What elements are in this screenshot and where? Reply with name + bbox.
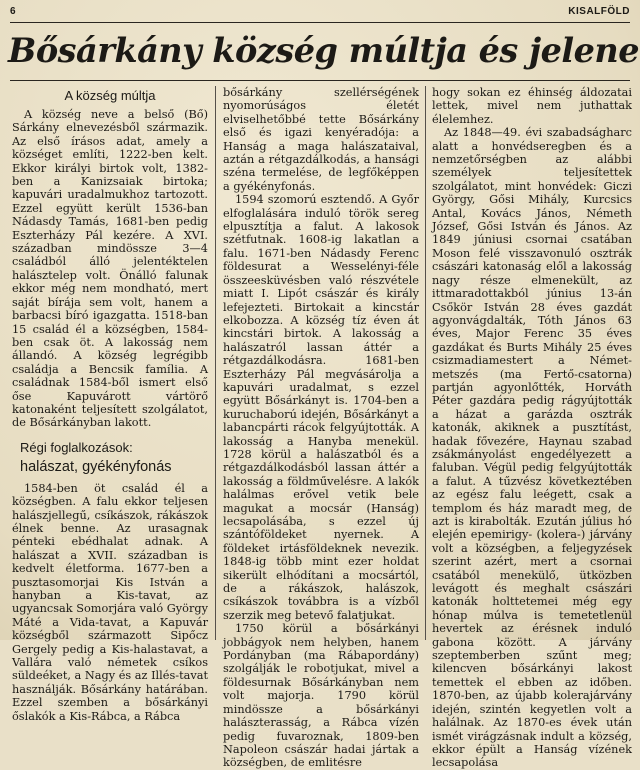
article-paragraph: hogy sokan ez éhinség áldozatai lettek, mivel nem juthattak élelemhez. (432, 86, 632, 126)
column-1-text-b (12, 482, 208, 723)
column-separator (425, 86, 426, 640)
column-3 (432, 86, 632, 770)
section-title-history: A község múltja (64, 88, 156, 103)
section-subtitle-occupations: halászat, gyékényfonás (20, 458, 172, 475)
article-paragraph: 1584-ben öt család él a községben. A falu ekkor teljesen halászjellegű, csíkászok, rákászok élnek benne. Az urasagnak pénteki ebédhalat adnak. A halászat a XVII. században is kedvelt életforma. 1677-ben a pusztasomorjai Kis István a hanyban a Kis-tavat, az ugyancsak Somorjára való György Máté a Vida-tavat, a Kapuvár községből származott Sipőcz Gergely pedig a Kis-halastavat, a Vallára való németek csíkos süldeéket, a Nagy és az Illés-tavat használják. Bősárkány határában. Ezzel szemben a bősárkányi őslakók a Kis-Rábca, a Rábca (12, 481, 208, 723)
article-paragraph: Az 1848—49. évi szabadságharc alatt a honvédseregben és a nemzetőrségben az alábbi személyek teljesítettek szolgálatot, mint honvédek: Giczi György, Gősi Mihály, Kurcsics Antal, Kovács János, Németh József, Gősi István és János. Az 1849 júniusi csornai csatában Moson felé visszavonuló osztrák császári katonaság elől a lakosság nagy része elmenekült, az ittmaradottakból június 13-án Csőkör István 28 éves gazdát agyonvágdalták, Tóth János 63 éves, Major Ferenc 35 éves gazdákat és Burts Mihály 25 éves csizmadiamestert a Német-metszés (ma Fertő-csatorna) partján agyonlőtték, Horváth Péter gazdára pedig rágyújtották a házat a garázda osztrák katonák, akiknek a pusztítást, hadak fővezére, Haynau szabad zsákmányolást engedélyezett a faluban. Végül pedig felgyújtották a falut. A tűzvész következtében az egész falu leégett, csak a templom és ház maradt meg, de azt is kirabolták. Ezután július hó elején epemirigy- (kolera-) járvány volt a községben, a feljegyzések szerint azért, mert a csornai csatából menekülő, ütközben levágott és meghalt császári katonák holttetemei még egy hónap múlva is temetetlenül hevertek az érésnek induló gabona között. A járvány szeptemberben szűnt meg; kilencven bősárkányi lakost temettek el ebben az időben. 1870-ben, az újabb kolerajárvány idején, szintén kegyetlen volt a halálnak. Az 1870-es évek után ismét virágzásnak indult a község, ekkor épült a Hanság vízének lecsapolása (432, 126, 632, 770)
page-number: 6 (10, 6, 16, 17)
newspaper-name: KISALFÖLD (568, 6, 630, 17)
headline-rule (10, 80, 630, 81)
article-paragraph: A község neve a belső (Bő) Sárkány elnevezésből származik. Az első írásos adat, amely a községet említi, 1222-ben kelt. Ekkor királyi birtok volt, 1382-ben a Kanizsaiak birtoka; kapuvári uradalmukhoz tartozott. Ezzel együtt került 1536-ban Nádasdy Tamás, 1681-ben pedig Eszterházy Pál kezére. A XVI. században mindössze 3—4 családból álló jelentéktelen halásztelep volt. Önálló falunak ekkor még nem mondható, mert saját bírája sem volt, hanem a barbacsi bíró igazgatta. 1518-ban 15 család él a községben, 1584-ben csak öt. A lakosság nem állandó. A község legrégibb családja a Bencsik família. A családnak 1584-ből ismert első őse Kapuvárott vártörő katonaként teljesített szolgálatot, de Bősárkányban lakott. (12, 108, 208, 430)
column-1-text (12, 108, 208, 430)
article-paragraph: bősárkány szellérségének nyomorúságos életét elviselhetőbbé tette Bősárkány első és igazi kenyéradója: a Hanság a maga halászataival, aztán a rétgazdálkodás, a hansági széna termelése, de legfőképpen a gyékényfonás. (223, 86, 419, 193)
column-3-text (432, 86, 632, 770)
masthead (10, 6, 630, 23)
column-2-text (223, 86, 419, 770)
article-paragraph: 1750 körül a bősárkányi jobbágyok nem helyben, hanem Pordányban (ma Rábapordány) szolgálják le robotjukat, mivel a földesurnak Bősárkányban nem volt majorja. 1790 körül mindössze a bősárkányi halászterasság, a Rábca vízén pedig fuvaroznak, 1809-ben Napoleon császár hadai jártak a községben, de emlitésre (223, 622, 419, 770)
article-paragraph: 1594 szomorú esztendő. A Győr elfoglalására induló török sereg elpusztítja a falut. A lakosok szétfutnak. 1608-ig lakatlan a falu. 1671-ben Nádasdy Ferenc földesurat a Wesselényi-féle összeesküvésben való részvétele miatt I. Lipót császár és király lefejezteti. Birtokait a kincstár elkobozza. A község tíz éven át kincstári birtok. A lakosság a halászatról lassan áttér a rétgazdálkodásra. 1681-ben Eszterházy Pál megvásárolja a kapuvári uradalmat, s ezzel együtt Bősárkányt is. 1704-ben a kuruchaború idején, Bősárkányt a labancpárti rácok felgyújtották. A lakosság a Hanyba menekül. 1728 körül a halászatból és a rétgazdálkodásból lassan áttér a lakosság a földművelésre. A lakók halálmas erővel vetik bele magukat a mocsár (Hanság) lecsapolásába, s ezzel új szántóföldeket nyernek. A földeket irtásföldeknek nevezik. 1848-ig több mint ezer holdat sikerült elhódítani a mocsártól, de a rákászok, halászok, csíkászok továbbra is a vízből szerzik meg betevő falatjukat. (223, 193, 419, 622)
section-title-occupations: Régi foglalkozások: (20, 439, 133, 455)
column-2 (223, 86, 419, 770)
article-headline: Bősárkány község múltja és jelene (8, 31, 640, 70)
column-1 (12, 82, 208, 723)
column-separator (215, 86, 216, 640)
